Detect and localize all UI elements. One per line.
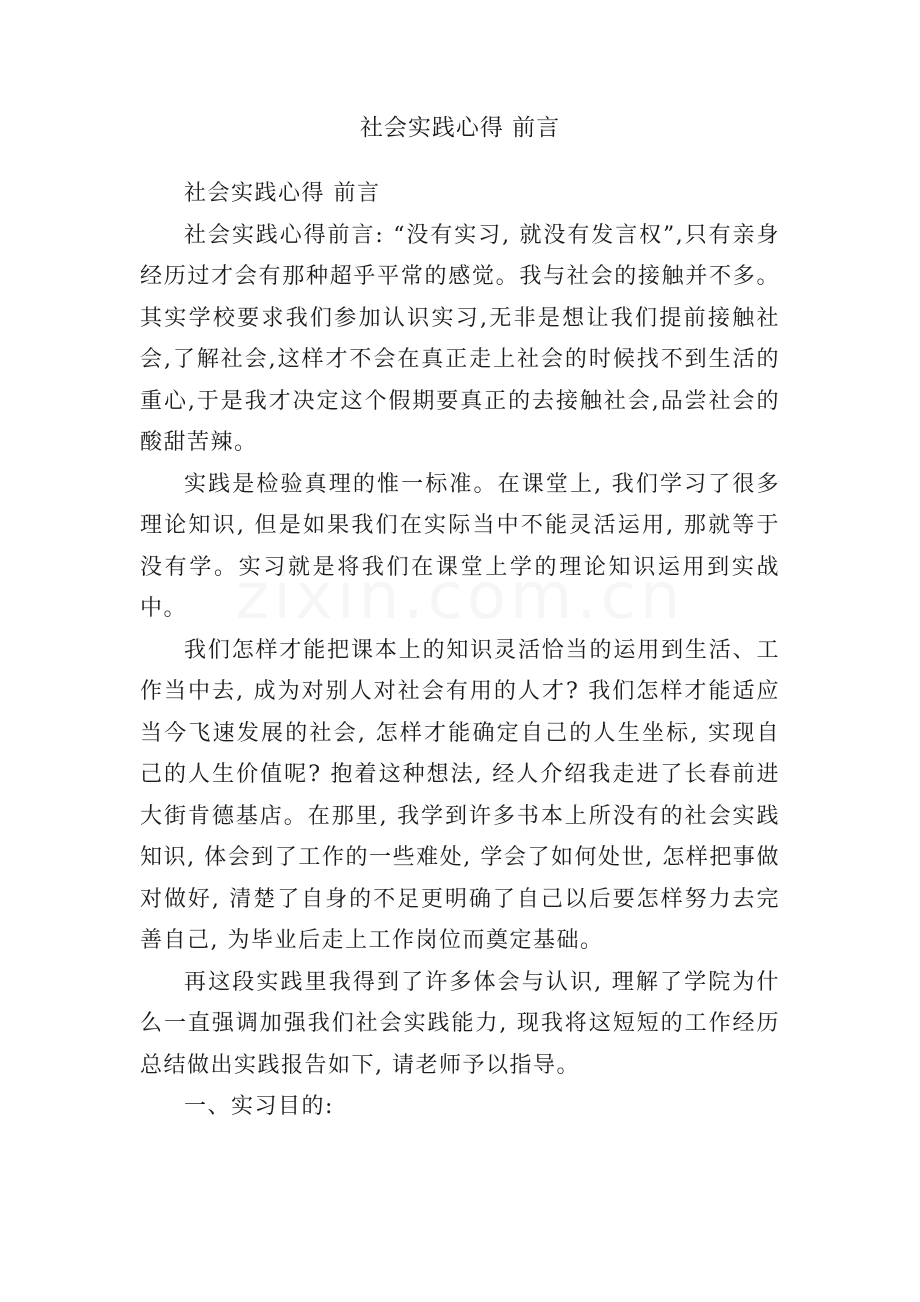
document-body — [140, 173, 780, 1128]
paragraph-summary-intro: 再这段实践里我得到了许多体会与认识, 理解了学院为什么一直强调加强我们社会实践能力, 现我将这短短的工作经历总结做出实践报告如下, 请老师予以指导。 — [140, 969, 780, 1078]
document-title: 社会实践心得 前言 — [359, 115, 561, 141]
section-heading-internship-purpose: 一、实习目的: — [184, 1094, 334, 1119]
paragraph-practice-truth: 实践是检验真理的惟一标准。在课堂上, 我们学习了很多理论知识, 但是如果我们在实际当中不能灵活运用, 那就等于没有学。实习就是将我们在课堂上学的理论知识运用到实战中。 — [140, 471, 780, 621]
paragraph-subtitle: 社会实践心得 前言 — [184, 181, 381, 206]
paragraph-apply-knowledge: 我们怎样才能把课本上的知识灵活恰当的运用到生活、工作当中去, 成为对别人对社会有用的人才? 我们怎样才能适应当今飞速发展的社会, 怎样才能确定自己的人生坐标, 实现自己的人生价值呢? 抱着这种想法, 经人介绍我走进了长春前进大街肯德基店。在那里, 我学到许多书本上所没有的社会实践知识, 体会到了工作的一些难处, 学会了如何处世, 怎样把事做对做好, 清楚了自身的不足更明确了自己以后要怎样努力去完善自己, 为毕业后走上工作岗位而奠定基础。 — [140, 637, 780, 953]
paragraph-preface: 社会实践心得前言: “没有实习, 就没有发言权”,只有亲身经历过才会有那种超乎平常的感觉。我与社会的接触并不多。其实学校要求我们参加认识实习,无非是想让我们提前接触社会,了解社会,这样才不会在真正走上社会的时候找不到生活的重心,于是我才决定这个假期要真正的去接触社会,品尝社会的酸甜苦辣。 — [140, 222, 780, 455]
